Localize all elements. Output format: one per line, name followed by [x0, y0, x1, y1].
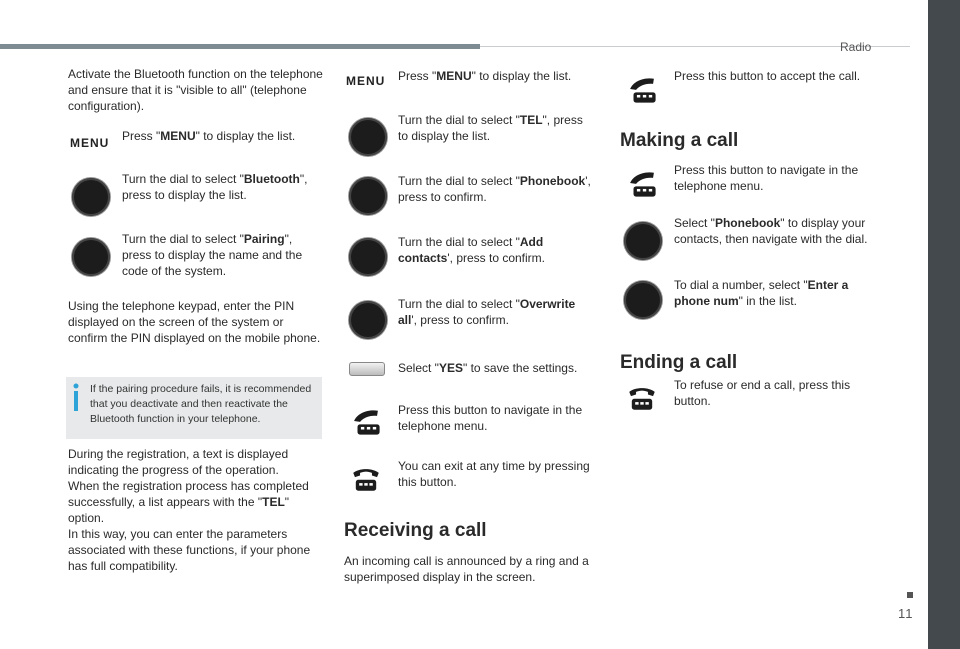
page-number: 11 [898, 606, 914, 621]
receiving-call-text: An incoming call is announced by a ring and a superimposed display in the screen. [344, 554, 589, 584]
col2-step-phonebook: Turn the dial to select "Phonebook', press to confirm. [398, 174, 591, 204]
dial-icon [72, 178, 110, 216]
header-rule [0, 44, 480, 49]
info-note-text: If the pairing procedure fails, it is recommended that you deactivate and then reactivate the Bluetooth function in your telephone. [90, 383, 312, 425]
registration-text: During the registration, a text is displayed indicating the progress of the operation. When the registration process has completed successfully, a list appears with the "TEL" option. In this way, you can enter the parameters associated with these functions, if your phone has full compatibility. [68, 447, 311, 573]
phone-pickup-icon [349, 404, 383, 438]
section-title: Radio [840, 40, 872, 54]
receiving-call-heading: Receiving a call [344, 520, 487, 541]
dial-icon [349, 118, 387, 156]
dial-icon [72, 238, 110, 276]
col2-step-tel: Turn the dial to select "TEL", press to display the list. [398, 113, 583, 143]
col1-step-menu: Press "MENU" to display the list. [122, 129, 296, 143]
col2-step-menu: Press "MENU" to display the list. [398, 69, 572, 83]
dial-icon [349, 238, 387, 276]
dial-icon [349, 177, 387, 215]
col2-step-overwrite: Turn the dial to select "Overwrite all', press to confirm. [398, 297, 576, 327]
col2-step-exit: You can exit at any time by pressing this button. [398, 459, 590, 489]
ending-call-text: To refuse or end a call, press this button. [674, 378, 851, 408]
making-dial-number-text: To dial a number, select "Enter a phone num" in the list. [674, 278, 849, 308]
col1-step-pairing: Turn the dial to select "Pairing", press to display the name and the code of the system. [122, 232, 303, 278]
col2-step-add-contacts: Turn the dial to select "Add contacts', press to confirm. [398, 235, 546, 265]
end-marker [907, 592, 913, 598]
phone-pickup-icon [625, 166, 659, 200]
phone-pickup-icon [625, 72, 659, 106]
intro-text: Activate the Bluetooth function on the telephone and ensure that it is "visible to all" (telephone configuration). [68, 67, 323, 113]
phone-hangup-icon [625, 380, 659, 414]
making-navigate-text: Press this button to navigate in the telephone menu. [674, 163, 859, 193]
dial-icon [624, 222, 662, 260]
accept-call-text: Press this button to accept the call. [674, 69, 861, 83]
dial-icon [349, 301, 387, 339]
page-sidebar [928, 0, 960, 649]
info-note [66, 377, 322, 439]
ok-button-icon [349, 362, 385, 376]
col2-step-yes: Select "YES" to save the settings. [398, 361, 578, 375]
making-call-heading: Making a call [620, 130, 739, 151]
menu-icon: MENU [346, 74, 386, 88]
info-icon [71, 383, 81, 411]
col2-step-navigate: Press this button to navigate in the telephone menu. [398, 403, 583, 433]
dial-icon [624, 281, 662, 319]
phone-hangup-icon [349, 461, 383, 495]
pin-text: Using the telephone keypad, enter the PIN displayed on the screen of the system or confirm the PIN displayed on the mobile phone. [68, 299, 321, 345]
ending-call-heading: Ending a call [620, 352, 738, 373]
making-phonebook-text: Select "Phonebook" to display your contacts, then navigate with the dial. [674, 216, 868, 246]
col1-step-bluetooth: Turn the dial to select "Bluetooth", press to display the list. [122, 172, 308, 202]
menu-icon: MENU [70, 136, 110, 150]
